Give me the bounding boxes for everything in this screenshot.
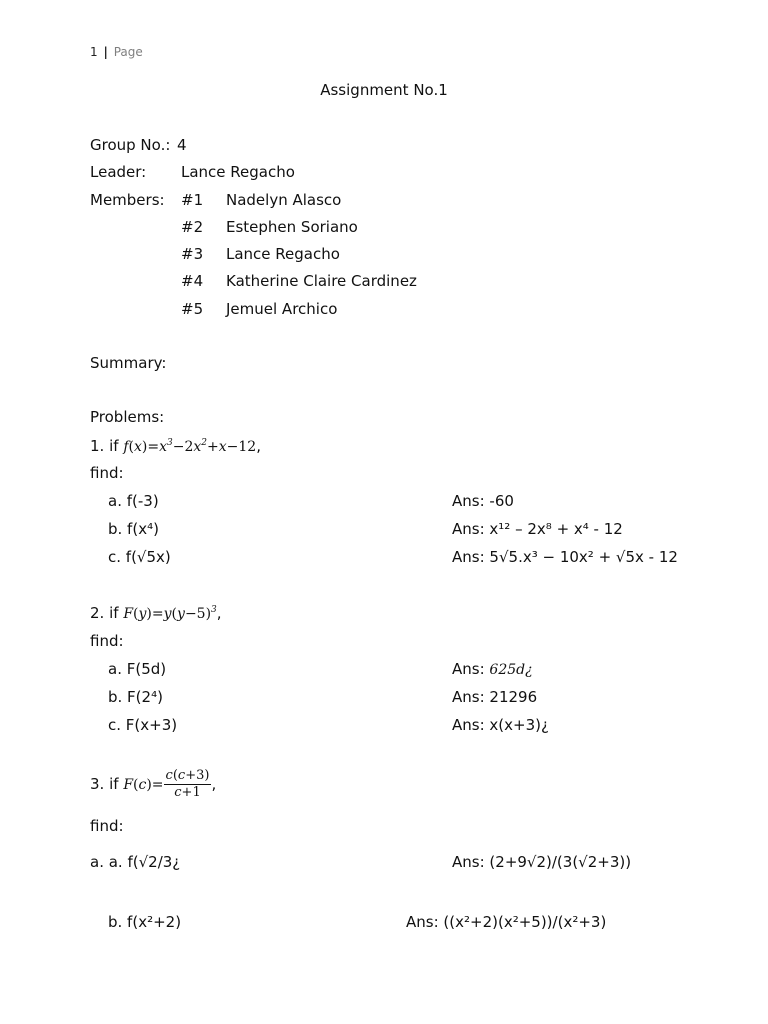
header-separator: | — [103, 45, 108, 59]
ans-label: Ans: — [452, 853, 485, 871]
leader-label: Leader: — [90, 163, 147, 181]
problem-1c-answer-value: 5√5.x³ − 10x² + √5x - 12 — [489, 548, 678, 566]
problem-1a-question: a. f(-3) — [108, 492, 159, 510]
problem-3a-question: a. a. f(√2/3¿ — [90, 853, 181, 871]
problem-1b-question: b. f(x⁴) — [108, 520, 159, 538]
member-name: Katherine Claire Cardinez — [226, 272, 417, 290]
member-name: Estephen Soriano — [226, 218, 358, 236]
problem-2a-answer-value: 625d¿ — [489, 662, 533, 678]
problem-2b-question: b. F(2⁴) — [108, 688, 163, 706]
problem-1a-answer — [452, 491, 514, 511]
ans-label: Ans: — [452, 548, 485, 566]
problem-3-find: find: — [90, 817, 124, 835]
summary-heading: Summary: — [90, 354, 167, 372]
document-title: Assignment No.1 — [320, 81, 448, 99]
problem-3-prefix: 3. if — [90, 775, 119, 793]
ans-label: Ans: — [452, 688, 485, 706]
problem-2c-answer — [452, 715, 549, 735]
problem-3b-answer — [406, 912, 606, 932]
ans-label: Ans: — [452, 660, 485, 678]
problems-heading: Problems: — [90, 408, 165, 426]
problem-2c-answer-value: x(x+3)¿ — [489, 716, 549, 734]
member-name: Lance Regacho — [226, 245, 340, 263]
page-number: 1 — [90, 45, 98, 59]
problem-1b-answer-value: x¹² – 2x⁸ + x⁴ - 12 — [489, 520, 623, 538]
problem-1-statement: 1. if $f(x)=x^3-2x^2+x-12$, — [90, 437, 261, 455]
page-label: Page — [113, 45, 143, 59]
member-number: #2 — [181, 218, 204, 236]
problem-2c-question: c. F(x+3) — [108, 716, 178, 734]
member-number: #1 — [181, 191, 204, 209]
problem-3-fraction: $\frac{c(c+3)}{c+1}$ — [165, 768, 210, 800]
member-name: Nadelyn Alasco — [226, 191, 342, 209]
problem-3a-answer — [452, 852, 631, 872]
group-value: 4 — [177, 136, 187, 154]
problem-2-statement: 2. if $F(y)=y(y-5)^3$, — [90, 604, 222, 622]
problem-3b-answer-value: ((x²+2)(x²+5))/(x²+3) — [443, 913, 607, 931]
members-label: Members: — [90, 191, 165, 209]
leader-value: Lance Regacho — [181, 163, 295, 181]
ans-label: Ans: — [406, 913, 439, 931]
problem-1-prefix: 1. if — [90, 437, 119, 455]
problem-2-find: find: — [90, 632, 124, 650]
problem-1c-question: c. f(√5x) — [108, 548, 171, 566]
problem-3-statement: 3. if F(c)= $\frac{c(c+3)}{c+1}$ , — [90, 768, 217, 800]
problem-2b-answer-value: 21296 — [489, 688, 538, 706]
ans-label: Ans: — [452, 716, 485, 734]
problem-1-find: find: — [90, 464, 124, 482]
problem-2a-question: a. F(5d) — [108, 660, 167, 678]
problem-1c-answer — [452, 547, 678, 567]
problem-1b-answer — [452, 519, 623, 539]
page-header — [90, 45, 143, 59]
group-label: Group No.: — [90, 136, 171, 154]
problem-3b-question: b. f(x²+2) — [108, 913, 182, 931]
member-number: #4 — [181, 272, 204, 290]
ans-label: Ans: — [452, 492, 485, 510]
problem-1-function: $f(x)=x^3-2x^2+x-12$ — [123, 438, 257, 455]
member-number: #5 — [181, 300, 204, 318]
problem-2b-answer — [452, 687, 537, 707]
problem-3-function: F(c)= — [123, 777, 164, 793]
member-number: #3 — [181, 245, 204, 263]
problem-2-function: $F(y)=y(y-5)^3$ — [123, 605, 217, 622]
problem-1a-answer-value: -60 — [489, 492, 514, 510]
ans-label: Ans: — [452, 520, 485, 538]
member-name: Jemuel Archico — [226, 300, 338, 318]
problem-2-prefix: 2. if — [90, 604, 119, 622]
problem-3a-answer-value: (2+9√2)/(3(√2+3)) — [489, 853, 632, 871]
problem-2a-answer — [452, 659, 533, 680]
